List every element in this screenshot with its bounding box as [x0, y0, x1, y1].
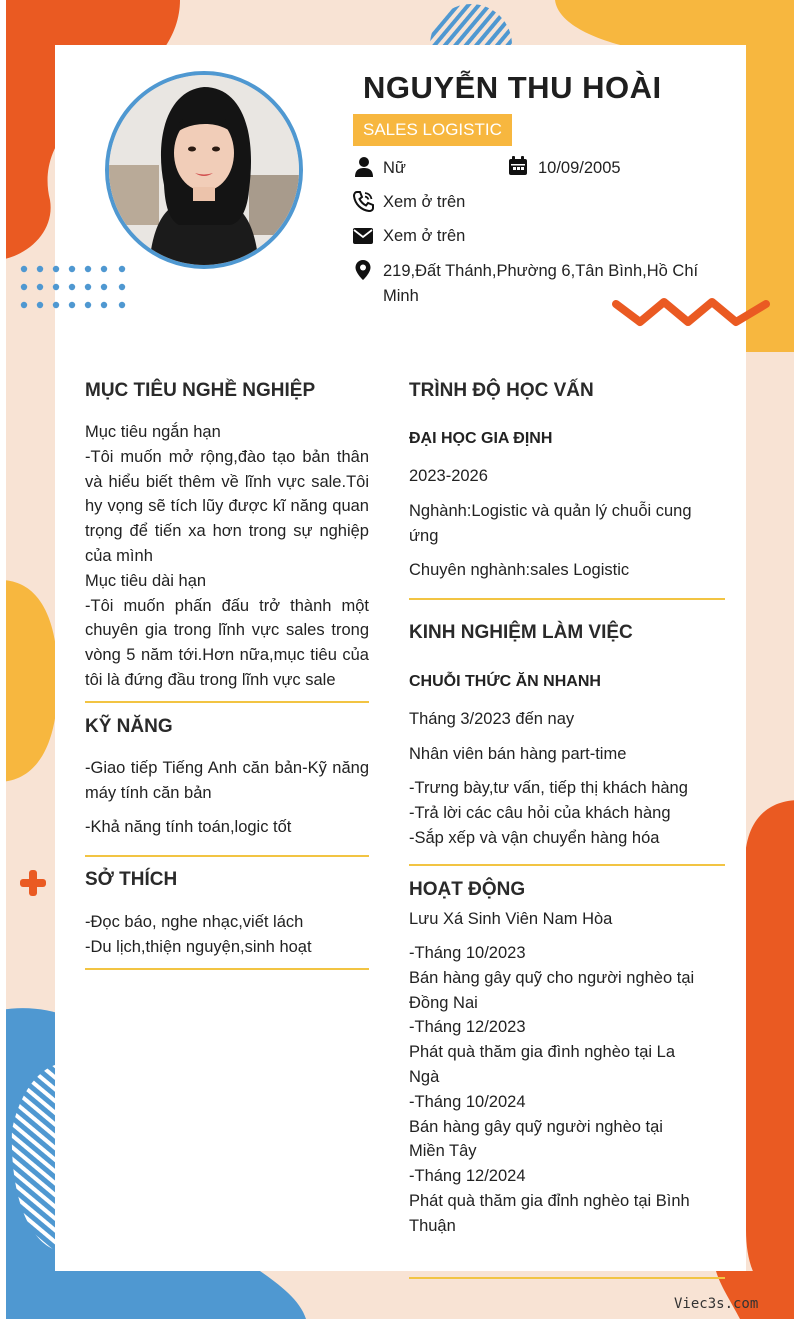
activity-organization: Lưu Xá Sinh Viên Nam Hòa [409, 910, 613, 928]
short-term-goal-text: -Tôi muốn mở rộng,đào tạo bản thân và hiểu biết thêm về lĩnh vực sale.Tôi hy vọng sẽ tích lũy được kĩ năng quan trọng để tiến xa hơn trong sự nghiệp của mình [85, 447, 369, 565]
duty-item: -Trả lời các câu hỏi của khách hàng [409, 803, 671, 822]
long-term-goal-text: -Tôi muốn phấn đấu trở thành một chuyên gia trong lĩnh vực sales trong vòng 5 năm tới.Hơn nữa,mục tiêu của tôi là đứng đầu trong lĩnh vực sale [85, 596, 369, 689]
hobby-item: -Đọc báo, nghe nhạc,viết lách [85, 913, 304, 931]
school-name: ĐẠI HỌC GIA ĐỊNH [409, 430, 553, 447]
divider [85, 701, 369, 703]
dot-grid-decoration [18, 262, 133, 312]
divider [85, 968, 369, 970]
education-major [409, 499, 729, 549]
activity-line: -Tháng 10/2023 [409, 944, 526, 962]
activity-line: Phát quà thăm gia đình nghèo tại La [409, 1043, 676, 1062]
email-value: Xem ở trên [383, 227, 466, 245]
activity-line: Ngà [409, 1067, 440, 1086]
location-pin-icon [352, 259, 374, 281]
frame-right [794, 0, 800, 1319]
objective-heading: MỤC TIÊU NGHỀ NGHIỆP [85, 380, 316, 401]
candidate-name: NGUYỄN THU HOÀI [363, 70, 662, 105]
striped-half-circle [430, 4, 512, 45]
person-icon [353, 156, 375, 178]
education-specialty: Chuyên nghành:sales Logistic [409, 561, 630, 579]
job-title-badge: SALES LOGISTIC [353, 114, 512, 146]
objective-section [85, 420, 369, 693]
activity-line: Phát quà thăm gia đỉnh nghèo tại Bình [409, 1191, 690, 1210]
activity-line: Thuận [409, 1216, 456, 1235]
avatar [105, 71, 303, 269]
activity-line: -Tháng 10/2024 [409, 1092, 526, 1111]
major-line-1: Nghành:Logistic và quản lý chuỗi cung [409, 502, 692, 520]
calendar-icon [507, 155, 529, 177]
address-line-2: Minh [383, 287, 419, 305]
experience-position: Nhân viên bán hàng part-time [409, 745, 627, 763]
phone-value: Xem ở trên [383, 193, 466, 211]
skills-heading: KỸ NĂNG [85, 716, 173, 737]
short-term-goal-label: Mục tiêu ngắn hạn [85, 423, 221, 441]
activity-line: -Tháng 12/2023 [409, 1018, 526, 1037]
divider [409, 864, 725, 866]
yellow-shape-left [0, 580, 58, 782]
portrait-image [109, 75, 299, 265]
duty-item: -Trưng bày,tư vấn, tiếp thị khách hàng [409, 779, 688, 797]
frame-left [0, 0, 6, 1319]
activity-line: Đồng Nai [409, 993, 478, 1012]
company-name: CHUỖI THỨC ĂN NHANH [409, 673, 601, 690]
hobby-item: -Du lịch,thiện nguyện,sinh hoạt [85, 937, 312, 956]
activities-heading: HOẠT ĐỘNG [409, 879, 526, 900]
phone-icon [352, 190, 374, 212]
activity-line: Bán hàng gây quỹ cho người nghèo tại [409, 968, 695, 987]
major-line-2: ứng [409, 526, 439, 545]
divider [409, 598, 725, 600]
divider [409, 1277, 725, 1279]
plus-decoration-icon [19, 869, 47, 897]
experience-period: Tháng 3/2023 đến nay [409, 710, 575, 728]
long-term-goal-label: Mục tiêu dài hạn [85, 571, 207, 590]
activity-line: Bán hàng gây quỹ người nghèo tại [409, 1117, 663, 1136]
experience-heading: KINH NGHIỆM LÀM VIỆC [409, 622, 633, 643]
email-icon [352, 225, 374, 247]
education-years: 2023-2026 [409, 467, 488, 485]
date-of-birth-value: 10/09/2005 [538, 159, 621, 177]
watermark: Viec3s.com [674, 1296, 759, 1312]
activities-list [409, 941, 729, 1239]
activity-line: Miền Tây [409, 1142, 477, 1161]
hobbies-heading: SỞ THÍCH [85, 869, 178, 890]
hobbies-list [85, 910, 369, 960]
activity-line: -Tháng 12/2024 [409, 1167, 526, 1186]
divider [85, 855, 369, 857]
orange-shape-right [745, 800, 800, 1310]
address-line-1: 219,Đất Thánh,Phường 6,Tân Bình,Hồ Chí [383, 262, 699, 280]
skill-item: -Khả năng tính toán,logic tốt [85, 818, 292, 836]
duty-item: -Sắp xếp và vận chuyển hàng hóa [409, 828, 660, 847]
address-value [383, 259, 698, 309]
education-heading: TRÌNH ĐỘ HỌC VẤN [409, 380, 594, 401]
experience-duties [409, 776, 729, 850]
skill-item: -Giao tiếp Tiếng Anh căn bản-Kỹ năng máy tính căn bản [85, 759, 369, 802]
gender-value: Nữ [383, 159, 406, 177]
